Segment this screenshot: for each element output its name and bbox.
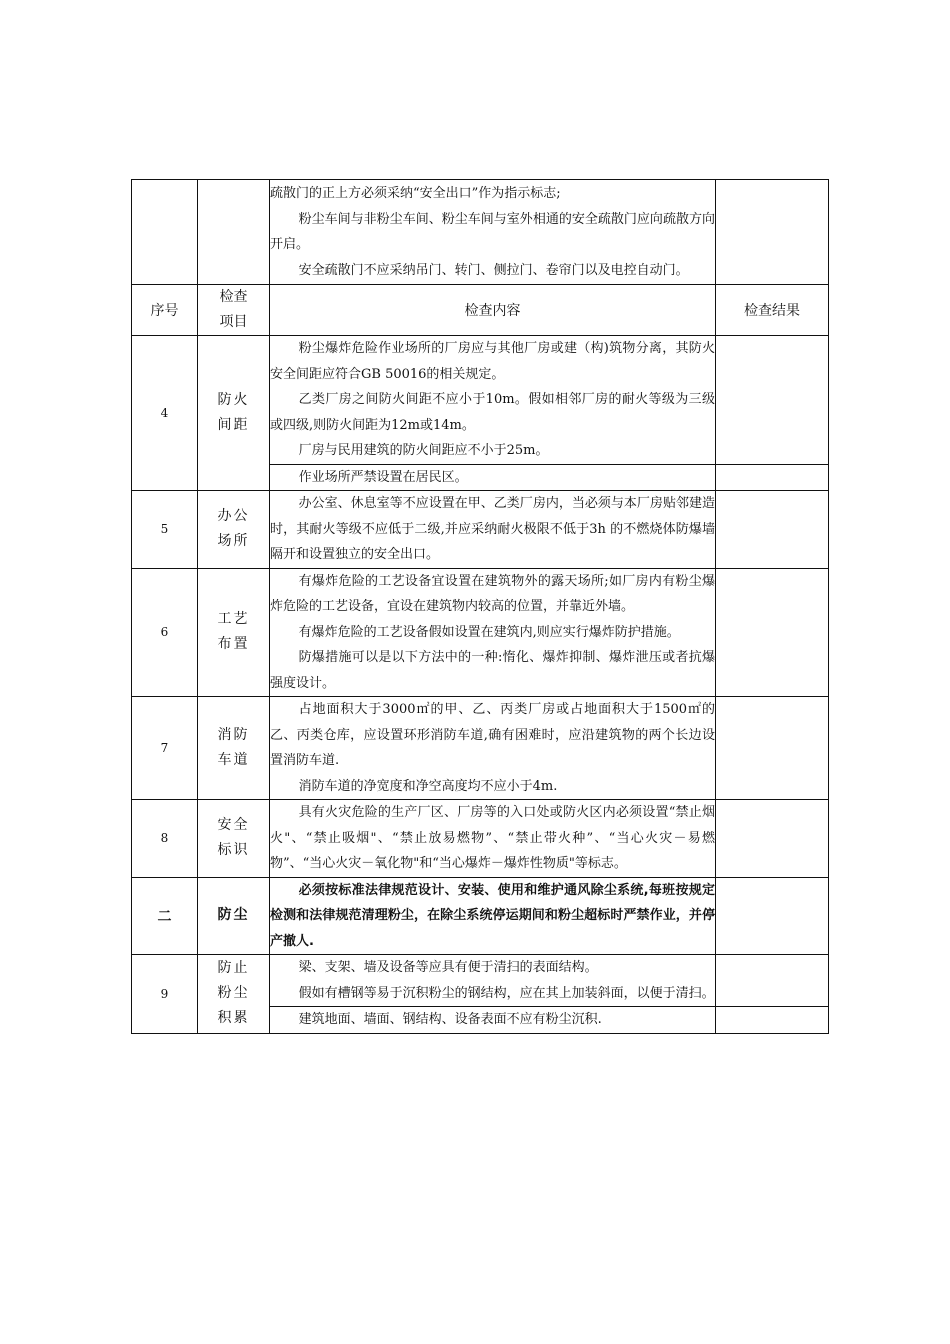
result-cell xyxy=(716,464,829,491)
inspection-table xyxy=(131,179,829,1034)
content-paragraph: 占地面积大于3000㎡的甲、乙、丙类厂房或占地面积大于1500㎡的乙、丙类仓库，应设置环形消防车道,确有困难时，应沿建筑物的两个长边设置消防车道. xyxy=(270,702,715,768)
header-content: 检查内容 xyxy=(270,285,716,336)
seq-cell xyxy=(132,180,198,285)
content-paragraph: 粉尘车间与非粉尘车间、粉尘车间与室外相通的安全疏散门应向疏散方向开启。 xyxy=(270,211,715,252)
row-item xyxy=(198,568,270,697)
row-number: 7 xyxy=(132,697,198,800)
header-seq: 序号 xyxy=(132,285,198,336)
row-item-line: 安全 xyxy=(217,817,250,834)
row-number: 5 xyxy=(132,491,198,569)
header-result: 检查结果 xyxy=(716,285,829,336)
row-item-line: 车道 xyxy=(217,752,250,768)
header-item-line2: 项目 xyxy=(219,314,248,330)
section-item: 防尘 xyxy=(198,877,270,955)
content-cell xyxy=(270,464,716,491)
section-row xyxy=(132,877,829,955)
result-cell xyxy=(716,1007,829,1034)
content-paragraph: 安全疏散门不应采纳吊门、转门、侧拉门、卷帘门以及电控自动门。 xyxy=(298,262,689,278)
row-number: 4 xyxy=(132,336,198,491)
row-item xyxy=(198,336,270,491)
content-cell xyxy=(270,800,716,878)
row-item-line: 办公 xyxy=(217,508,250,525)
header-item xyxy=(198,285,270,336)
content-paragraph: 必须按标准法律规范设计、安装、使用和维护通风除尘系统,每班按规定检测和法律规范清理粉尘，在除尘系统停运期间和粉尘超标时严禁作业，并停产撤人. xyxy=(270,882,715,949)
content-cell xyxy=(270,180,716,285)
content-paragraph: 梁、支架、墙及设备等应具有便于清扫的表面结构。 xyxy=(298,960,598,975)
content-paragraph: 假如有槽钢等易于沉积粉尘的钢结构，应在其上加装斜面，以便于清扫。 xyxy=(298,985,715,1001)
result-cell xyxy=(716,491,829,569)
table-row xyxy=(132,697,829,800)
table-row xyxy=(132,336,829,465)
content-paragraph: 具有火灾危险的生产厂区、厂房等的入口处或防火区内必须设置“禁止烟火"、“禁止吸烟"、“禁止放易燃物”、“禁止带火种”、“当心火灾－易燃物”、“当心火灾－氧化物"和“当心爆炸－爆炸性物质"等标志。 xyxy=(270,805,715,871)
content-cell xyxy=(270,1007,716,1034)
content-paragraph: 厂房与民用建筑的防火间距应不小于25m。 xyxy=(298,443,549,458)
row-item-line: 工艺 xyxy=(217,611,250,628)
content-paragraph: 作业场所严禁设置在居民区。 xyxy=(298,469,468,485)
row-item-line: 消防 xyxy=(217,727,250,743)
row-item-line: 标识 xyxy=(217,842,250,859)
row-item-line: 粉尘 xyxy=(217,985,250,1002)
row-item xyxy=(198,491,270,569)
content-paragraph: 有爆炸危险的工艺设备宜设置在建筑物外的露天场所;如厂房内有粉尘爆炸危险的工艺设备，宜设在建筑物内较高的位置，并靠近外墙。 xyxy=(270,573,715,614)
table-row xyxy=(132,568,829,697)
result-cell xyxy=(716,800,829,878)
row-item-line: 布置 xyxy=(217,636,250,653)
section-number: 二 xyxy=(132,877,198,955)
content-paragraph: 建筑地面、墙面、钢结构、设备表面不应有粉尘沉积. xyxy=(298,1012,602,1027)
content-paragraph: 粉尘爆炸危险作业场所的厂房应与其他厂房或建（构)筑物分离，其防火安全间距应符合GB 50016的相关规定。 xyxy=(270,341,715,382)
result-cell xyxy=(716,877,829,955)
content-cell xyxy=(270,336,716,465)
content-cell xyxy=(270,568,716,697)
table-row xyxy=(132,955,829,1007)
item-cell xyxy=(198,180,270,285)
content-paragraph: 防爆措施可以是以下方法中的一种:惰化、爆炸抑制、爆炸泄压或者抗爆强度设计。 xyxy=(270,650,715,691)
row-item-line: 积累 xyxy=(217,1010,250,1027)
row-number: 9 xyxy=(132,955,198,1034)
content-paragraph: 疏散门的正上方必须采纳“安全出口”作为指示标志; xyxy=(270,186,561,201)
header-item-line1: 检查 xyxy=(219,289,248,305)
content-paragraph: 有爆炸危险的工艺设备假如设置在建筑内,则应实行爆炸防护措施。 xyxy=(298,624,680,640)
row-number: 6 xyxy=(132,568,198,697)
content-cell xyxy=(270,697,716,800)
row-item-line: 防火 xyxy=(217,392,250,408)
content-paragraph: 办公室、休息室等不应设置在甲、乙类厂房内，当必须与本厂房贴邻建造时，其耐火等级不应低于二级,并应采纳耐火极限不低于3h 的不燃烧体防爆墙隔开和设置独立的安全出口。 xyxy=(270,496,715,562)
table-row xyxy=(132,800,829,878)
row-item-line: 间距 xyxy=(217,417,250,433)
result-cell xyxy=(716,336,829,465)
table-row xyxy=(132,491,829,569)
row-item-line: 场所 xyxy=(217,533,250,550)
result-cell xyxy=(716,697,829,800)
result-cell xyxy=(716,568,829,697)
content-cell xyxy=(270,491,716,569)
row-number: 8 xyxy=(132,800,198,878)
content-cell xyxy=(270,955,716,1007)
header-row xyxy=(132,285,829,336)
content-cell xyxy=(270,877,716,955)
content-paragraph: 消防车道的净宽度和净空高度均不应小于4m. xyxy=(298,778,558,794)
continued-row xyxy=(132,180,829,285)
row-item-line: 防止 xyxy=(217,960,250,977)
result-cell xyxy=(716,180,829,285)
row-item xyxy=(198,697,270,800)
row-item xyxy=(198,800,270,878)
row-item xyxy=(198,955,270,1034)
result-cell xyxy=(716,955,829,1007)
content-paragraph: 乙类厂房之间防火间距不应小于10m。假如相邻厂房的耐火等级为三级或四级,则防火间距为12m或14m。 xyxy=(270,392,715,433)
